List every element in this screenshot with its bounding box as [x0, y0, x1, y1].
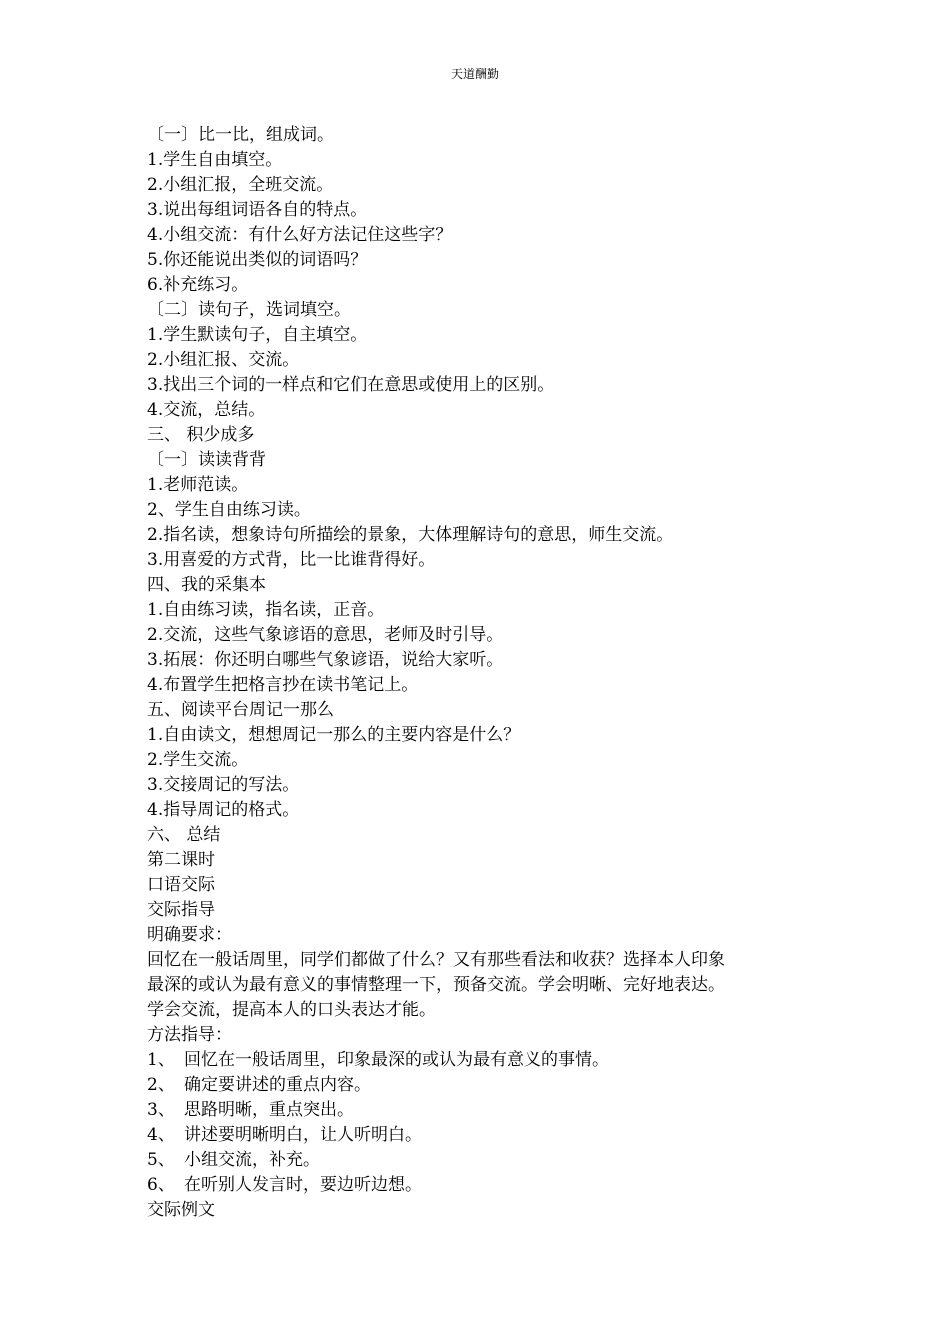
text-line: 4.布置学生把格言抄在读书笔记上。	[147, 675, 419, 695]
text-line: 3.用喜爱的方式背，比一比谁背得好。	[147, 550, 436, 570]
method-item	[147, 1148, 827, 1173]
method-number: 4、	[147, 1125, 175, 1145]
text-line: 〔二〕读句子，选词填空。	[147, 300, 351, 320]
text-line: 2.小组汇报、交流。	[147, 350, 300, 370]
text-line: 3.拓展：你还明白哪些气象谚语，说给大家听。	[147, 650, 504, 670]
text-line: 3.找出三个词的一样点和它们在意思或使用上的区别。	[147, 375, 555, 395]
section-heading: 四、我的采集本	[147, 575, 266, 595]
method-number: 5、	[147, 1150, 175, 1170]
text-line: 1.学生自由填空。	[147, 150, 283, 170]
method-text: 回忆在一般话周里，印象最深的或认为最有意义的事情。	[184, 1050, 609, 1070]
method-number: 1、	[147, 1050, 175, 1070]
text-line: 2.指名读，想象诗句所描绘的景象，大体理解诗句的意思，师生交流。	[147, 525, 674, 545]
text-line: 4.交流，总结。	[147, 400, 266, 420]
text-line: 第二课时	[147, 850, 215, 870]
text-line: 1.学生默读句子，自主填空。	[147, 325, 368, 345]
method-item	[147, 1073, 827, 1098]
text-line: 1.自由练习读，指名读，正音。	[147, 600, 385, 620]
method-text: 在听别人发言时，要边听边想。	[184, 1175, 422, 1195]
section-heading: 六、 总结	[147, 825, 221, 845]
text-line: 2、学生自由练习读。	[147, 500, 311, 520]
text-line: 交际指导	[147, 900, 215, 920]
text-line: 3.说出每组词语各自的特点。	[147, 200, 368, 220]
page-header: 天道酬勤	[450, 67, 499, 81]
text-line: 〔一〕比一比，组成词。	[147, 125, 334, 145]
paragraph-line: 最深的或认为最有意义的事情整理一下，预备交流。学会明晰、完好地表达。	[147, 975, 725, 995]
text-line: 2.小组汇报，全班交流。	[147, 175, 334, 195]
method-number: 6、	[147, 1175, 175, 1195]
method-text: 小组交流，补充。	[184, 1150, 320, 1170]
method-item	[147, 1098, 827, 1123]
method-item	[147, 1173, 827, 1198]
method-text: 讲述要明晰明白，让人听明白。	[184, 1125, 422, 1145]
method-text: 确定要讲述的重点内容。	[184, 1075, 371, 1095]
text-line: 4.指导周记的格式。	[147, 800, 300, 820]
method-item	[147, 1048, 827, 1073]
method-number: 3、	[147, 1100, 175, 1120]
section-heading: 五、阅读平台周记一那么	[147, 700, 334, 720]
closing-heading: 交际例文	[147, 1200, 215, 1220]
text-line: 2.交流，这些气象谚语的意思，老师及时引导。	[147, 625, 504, 645]
section-heading: 三、 积少成多	[147, 425, 255, 445]
paragraph-line: 学会交流，提高本人的口头表达才能。	[147, 1000, 436, 1020]
document-body	[147, 123, 827, 1223]
text-line: 1.自由读文，想想周记一那么的主要内容是什么？	[147, 725, 521, 745]
text-line: 3.交接周记的写法。	[147, 775, 300, 795]
text-line: 5.你还能说出类似的词语吗？	[147, 250, 368, 270]
text-line: 明确要求：	[147, 925, 232, 945]
text-line: 1.老师范读。	[147, 475, 249, 495]
text-line: 口语交际	[147, 875, 215, 895]
method-number: 2、	[147, 1075, 175, 1095]
text-line: 4.小组交流：有什么好方法记住这些字？	[147, 225, 453, 245]
text-line: 2.学生交流。	[147, 750, 249, 770]
paragraph-line: 回忆在一般话周里，同学们都做了什么？又有那些看法和收获？选择本人印象	[147, 950, 725, 970]
text-line: 6.补充练习。	[147, 275, 249, 295]
method-title: 方法指导：	[147, 1025, 232, 1045]
method-item	[147, 1123, 827, 1148]
text-line: 〔一〕读读背背	[147, 450, 266, 470]
method-text: 思路明晰，重点突出。	[184, 1100, 354, 1120]
